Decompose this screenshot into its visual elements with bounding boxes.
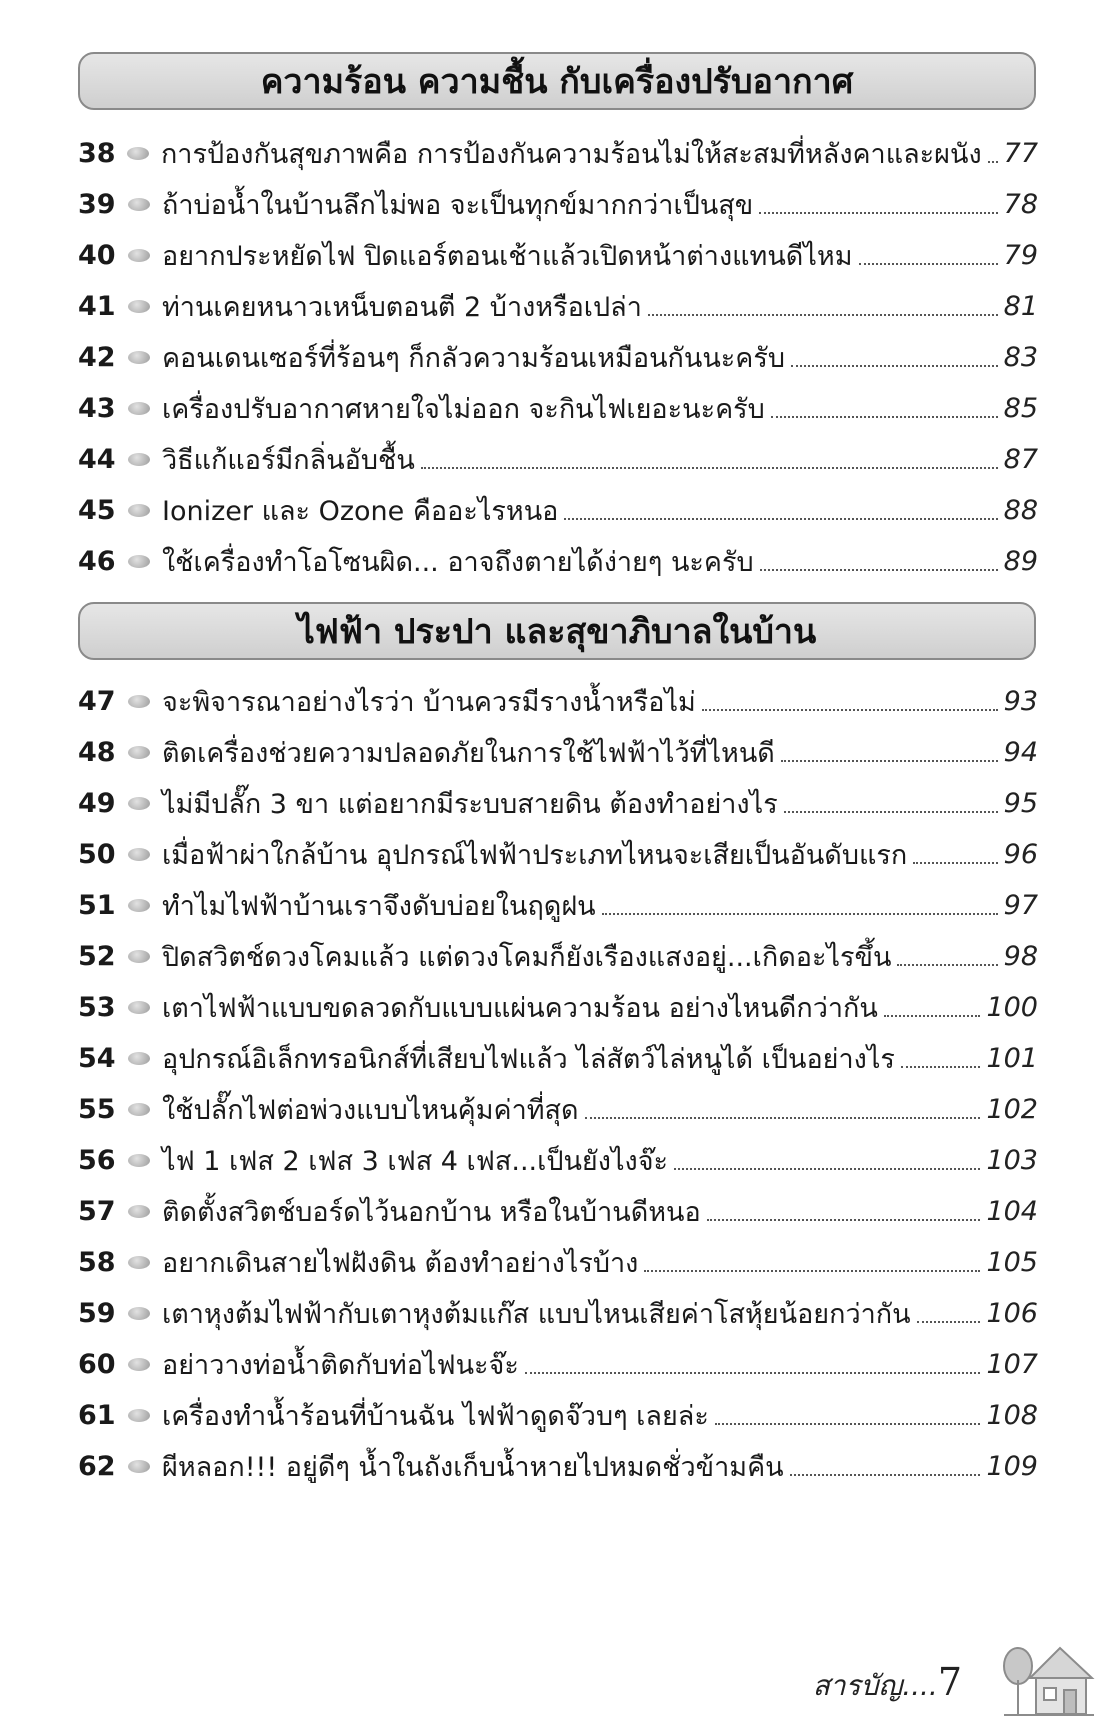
dot-leader: [884, 1015, 981, 1017]
toc-entry-title: จะพิจารณาอย่างไรว่า บ้านควรมีรางน้ำหรือไม่: [162, 687, 696, 718]
dot-leader: [781, 760, 998, 762]
toc-entry-title: อุปกรณ์อิเล็กทรอนิกส์ที่เสียบไฟแล้ว ไล่สัตว์ไล่หนูได้ เป็นอย่างไร: [162, 1044, 895, 1075]
toc-entry-page: 87: [1003, 444, 1038, 475]
toc-entry-title: ใช้เครื่องทำโอโซนผิด... อาจถึงตายได้ง่ายๆ นะครับ: [162, 547, 754, 578]
bullet-icon: [128, 848, 150, 861]
toc-entry-title: อยากเดินสายไฟฝังดิน ต้องทำอย่างไรบ้าง: [162, 1248, 639, 1279]
dot-leader: [913, 862, 997, 864]
dot-leader: [771, 416, 998, 418]
bullet-icon: [128, 746, 150, 759]
bullet-icon: [128, 300, 150, 313]
bullet-icon: [128, 504, 150, 517]
toc-entry-number: 43: [78, 393, 116, 424]
toc-entry-number: 61: [78, 1400, 116, 1431]
toc-entry-title: คอนเดนเซอร์ที่ร้อนๆ ก็กลัวความร้อนเหมือนกันนะครับ: [162, 343, 786, 374]
toc-entry-title: อยากประหยัดไฟ ปิดแอร์ตอนเช้าแล้วเปิดหน้าต่างแทนดีไหม: [162, 241, 853, 272]
toc-entry-title: ทำไมไฟฟ้าบ้านเราจึงดับบ่อยในฤดูฝน: [162, 891, 596, 922]
toc-entry-title: ไฟ 1 เฟส 2 เฟส 3 เฟส 4 เฟส...เป็นยังไงจ๊ะ: [162, 1146, 669, 1177]
dot-leader: [859, 263, 998, 265]
toc-entry: [78, 434, 1038, 485]
toc-entry-title: ผีหลอก!!! อยู่ดีๆ น้ำในถังเก็บน้ำหายไปหมดชั่วข้ามคืน: [162, 1452, 784, 1483]
toc-entry: [78, 128, 1038, 179]
dot-leader: [421, 467, 998, 469]
toc-entry: [78, 1135, 1038, 1186]
toc-entry-number: 59: [78, 1298, 116, 1329]
toc-entry: [78, 332, 1038, 383]
bullet-icon: [128, 797, 150, 810]
toc-entry: [78, 1390, 1038, 1441]
toc-entry-number: 54: [78, 1043, 116, 1074]
toc-entry-page: 77: [1003, 138, 1038, 169]
toc-entry-page: 94: [1003, 737, 1038, 768]
toc-entry-page: 95: [1003, 788, 1038, 819]
toc-entry: [78, 1186, 1038, 1237]
toc-entry: [78, 230, 1038, 281]
toc-entry-page: 109: [986, 1451, 1038, 1482]
toc-entry-page: 83: [1003, 342, 1038, 373]
toc-entry-page: 89: [1003, 546, 1038, 577]
dot-leader: [988, 161, 998, 163]
toc-entry-page: 88: [1003, 495, 1038, 526]
toc-entry-number: 46: [78, 546, 116, 577]
dot-leader: [564, 518, 997, 520]
bullet-icon: [128, 1103, 150, 1116]
toc-entry: [78, 727, 1038, 778]
toc-entry-page: 100: [986, 992, 1038, 1023]
dot-leader: [715, 1423, 981, 1425]
dot-leader: [707, 1219, 981, 1221]
toc-entry-title: ใช้ปลั๊กไฟต่อพ่วงแบบไหนคุ้มค่าที่สุด: [162, 1095, 579, 1126]
toc-entry-number: 44: [78, 444, 116, 475]
toc-entry-title: ไม่มีปลั๊ก 3 ขา แต่อยากมีระบบสายดิน ต้องทำอย่างไร: [162, 789, 778, 820]
toc-entry-number: 52: [78, 941, 116, 972]
toc-entry-title: วิธีแก้แอร์มีกลิ่นอับชื้น: [162, 445, 415, 476]
bullet-icon: [128, 1307, 150, 1320]
bullet-icon: [128, 198, 150, 211]
toc-entry-number: 57: [78, 1196, 116, 1227]
toc-entry-page: 78: [1003, 189, 1038, 220]
section-header-2: ไฟฟ้า ประปา และสุขาภิบาลในบ้าน: [78, 602, 1036, 660]
toc-entry-title: ถ้าบ่อน้ำในบ้านลึกไม่พอ จะเป็นทุกข์มากกว่าเป็นสุข: [162, 190, 754, 221]
toc-entry-number: 60: [78, 1349, 116, 1380]
dot-leader: [648, 314, 998, 316]
toc-entry-number: 40: [78, 240, 116, 271]
bullet-icon: [128, 555, 150, 568]
bullet-icon: [128, 950, 150, 963]
bullet-icon: [128, 1154, 150, 1167]
toc-entry-title: เตาหุงต้มไฟฟ้ากับเตาหุงต้มแก๊ส แบบไหนเสียค่าโสหุ้ยน้อยกว่ากัน: [162, 1299, 911, 1330]
footer: [813, 1660, 962, 1708]
toc-entry-number: 62: [78, 1451, 116, 1482]
bullet-icon: [128, 453, 150, 466]
toc-list-section-1: [78, 128, 1038, 587]
toc-entry-title: เครื่องทำน้ำร้อนที่บ้านฉัน ไฟฟ้าดูดจ๊วบๆ เลยล่ะ: [162, 1401, 709, 1432]
dot-leader: [585, 1117, 981, 1119]
toc-entry-number: 50: [78, 839, 116, 870]
toc-entry-title: เตาไฟฟ้าแบบขดลวดกับแบบแผ่นความร้อน อย่างไหนดีกว่ากัน: [162, 993, 878, 1024]
toc-entry-title: ปิดสวิตช์ดวงโคมแล้ว แต่ดวงโคมก็ยังเรืองแสงอยู่...เกิดอะไรขึ้น: [162, 942, 892, 973]
bullet-icon: [128, 1460, 150, 1473]
toc-entry: [78, 1033, 1038, 1084]
footer-page-number: 7: [937, 1660, 962, 1704]
bullet-icon: [128, 899, 150, 912]
bullet-icon: [128, 402, 150, 415]
dot-leader: [917, 1321, 981, 1323]
dot-leader: [674, 1168, 980, 1170]
toc-entry-page: 93: [1003, 686, 1038, 717]
toc-entry: [78, 281, 1038, 332]
toc-entry: [78, 179, 1038, 230]
toc-entry-title: ติดเครื่องช่วยความปลอดภัยในการใช้ไฟฟ้าไว้ที่ไหนดี: [162, 738, 775, 769]
dot-leader: [897, 964, 997, 966]
dot-leader: [602, 913, 998, 915]
toc-entry: [78, 829, 1038, 880]
toc-entry: [78, 1339, 1038, 1390]
toc-entry-number: 39: [78, 189, 116, 220]
toc-entry: [78, 880, 1038, 931]
bullet-icon: [128, 695, 150, 708]
toc-entry-number: 58: [78, 1247, 116, 1278]
bullet-icon: [127, 147, 149, 160]
toc-entry-page: 106: [986, 1298, 1038, 1329]
bullet-icon: [128, 1358, 150, 1371]
toc-entry: [78, 383, 1038, 434]
toc-entry-page: 108: [986, 1400, 1038, 1431]
section-header-1: ความร้อน ความชื้น กับเครื่องปรับอากาศ: [78, 52, 1036, 110]
bullet-icon: [128, 1409, 150, 1422]
dot-leader: [791, 365, 998, 367]
toc-entry: [78, 536, 1038, 587]
toc-entry: [78, 1237, 1038, 1288]
toc-entry-page: 105: [986, 1247, 1038, 1278]
bullet-icon: [128, 1205, 150, 1218]
bullet-icon: [128, 1052, 150, 1065]
toc-entry-number: 48: [78, 737, 116, 768]
toc-entry-page: 79: [1003, 240, 1038, 271]
toc-list-section-2: [78, 676, 1038, 1492]
footer-label: สารบัญ....: [812, 1669, 938, 1702]
toc-entry-number: 47: [78, 686, 116, 717]
toc-entry-number: 51: [78, 890, 116, 921]
toc-entry-page: 104: [986, 1196, 1038, 1227]
toc-entry-title: ติดตั้งสวิตช์บอร์ดไว้นอกบ้าน หรือในบ้านดีหนอ: [162, 1197, 701, 1228]
toc-entry: [78, 778, 1038, 829]
toc-entry: [78, 1084, 1038, 1135]
dot-leader: [784, 811, 998, 813]
toc-entry-title: ท่านเคยหนาวเหน็บตอนตี 2 บ้างหรือเปล่า: [162, 292, 642, 323]
toc-entry-page: 101: [986, 1043, 1038, 1074]
toc-entry: [78, 485, 1038, 536]
toc-entry-number: 45: [78, 495, 116, 526]
toc-entry-page: 96: [1003, 839, 1038, 870]
toc-entry-number: 41: [78, 291, 116, 322]
house-tree-icon: [1000, 1640, 1096, 1720]
toc-entry: [78, 931, 1038, 982]
toc-entry-number: 38: [78, 138, 116, 169]
toc-entry-number: 56: [78, 1145, 116, 1176]
toc-entry-page: 85: [1003, 393, 1038, 424]
bullet-icon: [128, 1001, 150, 1014]
toc-entry-page: 97: [1003, 890, 1038, 921]
toc-entry-page: 81: [1003, 291, 1038, 322]
toc-entry-page: 102: [986, 1094, 1038, 1125]
toc-entry-title: เมื่อฟ้าผ่าใกล้บ้าน อุปกรณ์ไฟฟ้าประเภทไหนจะเสียเป็นอันดับแรก: [162, 840, 908, 871]
toc-entry-title: Ionizer และ Ozone คืออะไรหนอ: [162, 496, 559, 527]
dot-leader: [702, 709, 998, 711]
bullet-icon: [128, 1256, 150, 1269]
bullet-icon: [128, 249, 150, 262]
toc-entry: [78, 676, 1038, 727]
toc-entry-title: เครื่องปรับอากาศหายใจไม่ออก จะกินไฟเยอะนะครับ: [162, 394, 765, 425]
toc-entry: [78, 982, 1038, 1033]
bullet-icon: [128, 351, 150, 364]
toc-entry-number: 42: [78, 342, 116, 373]
toc-entry: [78, 1441, 1038, 1492]
dot-leader: [525, 1372, 981, 1374]
toc-entry: [78, 1288, 1038, 1339]
toc-entry-page: 103: [986, 1145, 1038, 1176]
dot-leader: [790, 1474, 981, 1476]
toc-entry-number: 49: [78, 788, 116, 819]
toc-entry-page: 107: [986, 1349, 1038, 1380]
toc-entry-number: 55: [78, 1094, 116, 1125]
toc-entry-title: การป้องกันสุขภาพคือ การป้องกันความร้อนไม่ให้สะสมที่หลังคาและผนัง: [160, 139, 982, 170]
dot-leader: [901, 1066, 981, 1068]
dot-leader: [759, 212, 997, 214]
toc-entry-title: อย่าวางท่อน้ำติดกับท่อไฟนะจ๊ะ: [162, 1350, 519, 1381]
toc-entry-number: 53: [78, 992, 116, 1023]
toc-entry-page: 98: [1003, 941, 1038, 972]
dot-leader: [644, 1270, 980, 1272]
dot-leader: [760, 569, 998, 571]
